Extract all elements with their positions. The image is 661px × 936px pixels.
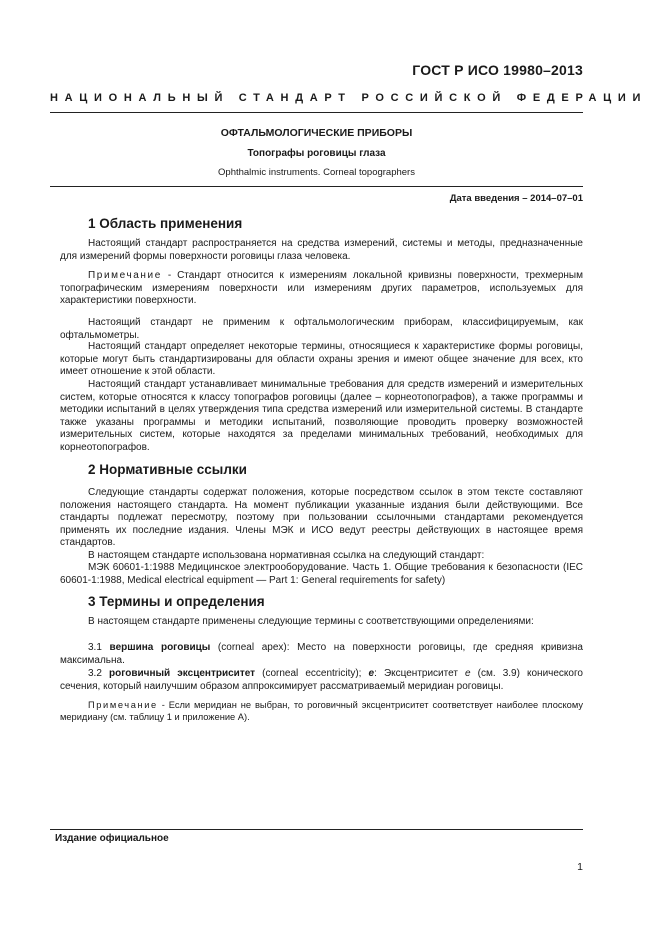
- document-title: ОФТАЛЬМОЛОГИЧЕСКИЕ ПРИБОРЫ: [220, 127, 413, 139]
- section-1-paragraph-4: Настоящий стандарт устанавливает минимальные требования для средств измерений и измерительных систем, которые относятся к классу топографов роговицы (далее – корнеотопографов), а также программы и методики испытаний в целях утверждения типа средства измерений или измерительной системы. В стандарте также указаны программы и методики испытаний, позволяющие проводить проверку возможностей измерительных систем, которые находятся за пределами минимальных требований, необходимых для корнеотопографов.: [60, 379, 583, 453]
- term-number: 3.1: [88, 642, 110, 653]
- section-1-paragraph-2: Настоящий стандарт не применим к офтальмологическим приборам, классифицируемым, как офтальмометры.: [60, 317, 583, 341]
- term-number: 3.2: [88, 668, 109, 679]
- term-symbol: e: [368, 668, 375, 679]
- term-3-1: [60, 642, 583, 667]
- note-text: - Если меридиан не выбран, то роговичный эксцентриситет соответствует наиболее плоскому меридиану (см. таблицу 1 и приложение А).: [60, 700, 583, 722]
- standard-code: ГОСТ Р ИСО 19980–2013: [412, 62, 583, 78]
- section-2-paragraph-1: Следующие стандарты содержат положения, которые посредством ссылок в этом тексте составляют положения настоящего стандарта. На момент публикации указанные издания были действующими. Все стандарты подлежат пересмотру, поэтому при пользовании ссылочными стандартами рекомендуется применять их последние издания. Члены МЭК и ИСО ведут реестры действующих в настоящее время стандартов.: [60, 487, 583, 549]
- introduction-date: Дата введения – 2014–07–01: [449, 193, 583, 204]
- section-2-paragraph-2: В настоящем стандарте использована нормативная ссылка на следующий стандарт:: [88, 550, 485, 561]
- section-1-note: [60, 270, 583, 308]
- term-definition: (corneal apex): Место на поверхности роговицы, где средняя кривизна максимальна.: [60, 642, 583, 666]
- term-definition-start: : Эксцентриситет: [374, 668, 465, 679]
- section-3-heading: 3 Термины и определения: [88, 594, 265, 609]
- section-3-note: [60, 699, 583, 723]
- term-3-2: [60, 668, 583, 693]
- note-label: Примечание: [88, 270, 162, 281]
- section-3-paragraph-1: В настоящем стандарте применены следующие термины с соответствующими определениями:: [88, 616, 534, 627]
- national-standard-banner: НАЦИОНАЛЬНЫЙ СТАНДАРТ РОССИЙСКОЙ ФЕДЕРАЦИИ: [50, 92, 648, 104]
- section-1-paragraph-1: Настоящий стандарт распространяется на средства измерений, системы и методы, предназначенные для измерений формы поверхности роговицы глаза человека.: [60, 238, 583, 262]
- section-2-heading: 2 Нормативные ссылки: [88, 462, 247, 477]
- page-number: 1: [577, 861, 583, 873]
- title-rule-bottom: [50, 186, 583, 187]
- term-definition: (см. 3.9) конического сечения, который наилучшим образом аппроксимирует рассматриваемый меридиан роговицы.: [60, 668, 583, 692]
- header-rule-top: [50, 112, 583, 113]
- document-subtitle: Топографы роговицы глаза: [247, 148, 386, 159]
- term-name: вершина роговицы: [109, 642, 211, 653]
- document-title-en: Ophthalmic instruments. Corneal topographers: [218, 167, 415, 178]
- section-2-paragraph-3: МЭК 60601-1:1988 Медицинское электрооборудование. Часть 1. Общие требования к безопасности (IEC 60601-1:1988, Medical electrical equipment — Part 1: General requirements for safety): [60, 562, 583, 586]
- edition-label: Издание официальное: [55, 833, 169, 844]
- section-1-heading: 1 Область применения: [88, 216, 243, 231]
- term-name: роговичный эксцентриситет: [108, 668, 256, 679]
- term-symbol-inline: e: [465, 668, 471, 679]
- term-english: (corneal eccentricity);: [255, 668, 369, 679]
- section-1-paragraph-3: Настоящий стандарт определяет некоторые термины, относящиеся к характеристике формы роговицы, которые могут быть стандартизированы для области охраны зрения и имеют общее значение для всех, кто имеет отношение к этой области.: [60, 341, 583, 378]
- footer-rule: [50, 829, 583, 830]
- note-label: Примечание: [88, 700, 158, 710]
- note-text: - Стандарт относится к измерениям локальной кривизны поверхности, трехмерным топографическим измерениям поверхности или измерениям других параметров, используемых для характеристики поверхности.: [60, 270, 583, 307]
